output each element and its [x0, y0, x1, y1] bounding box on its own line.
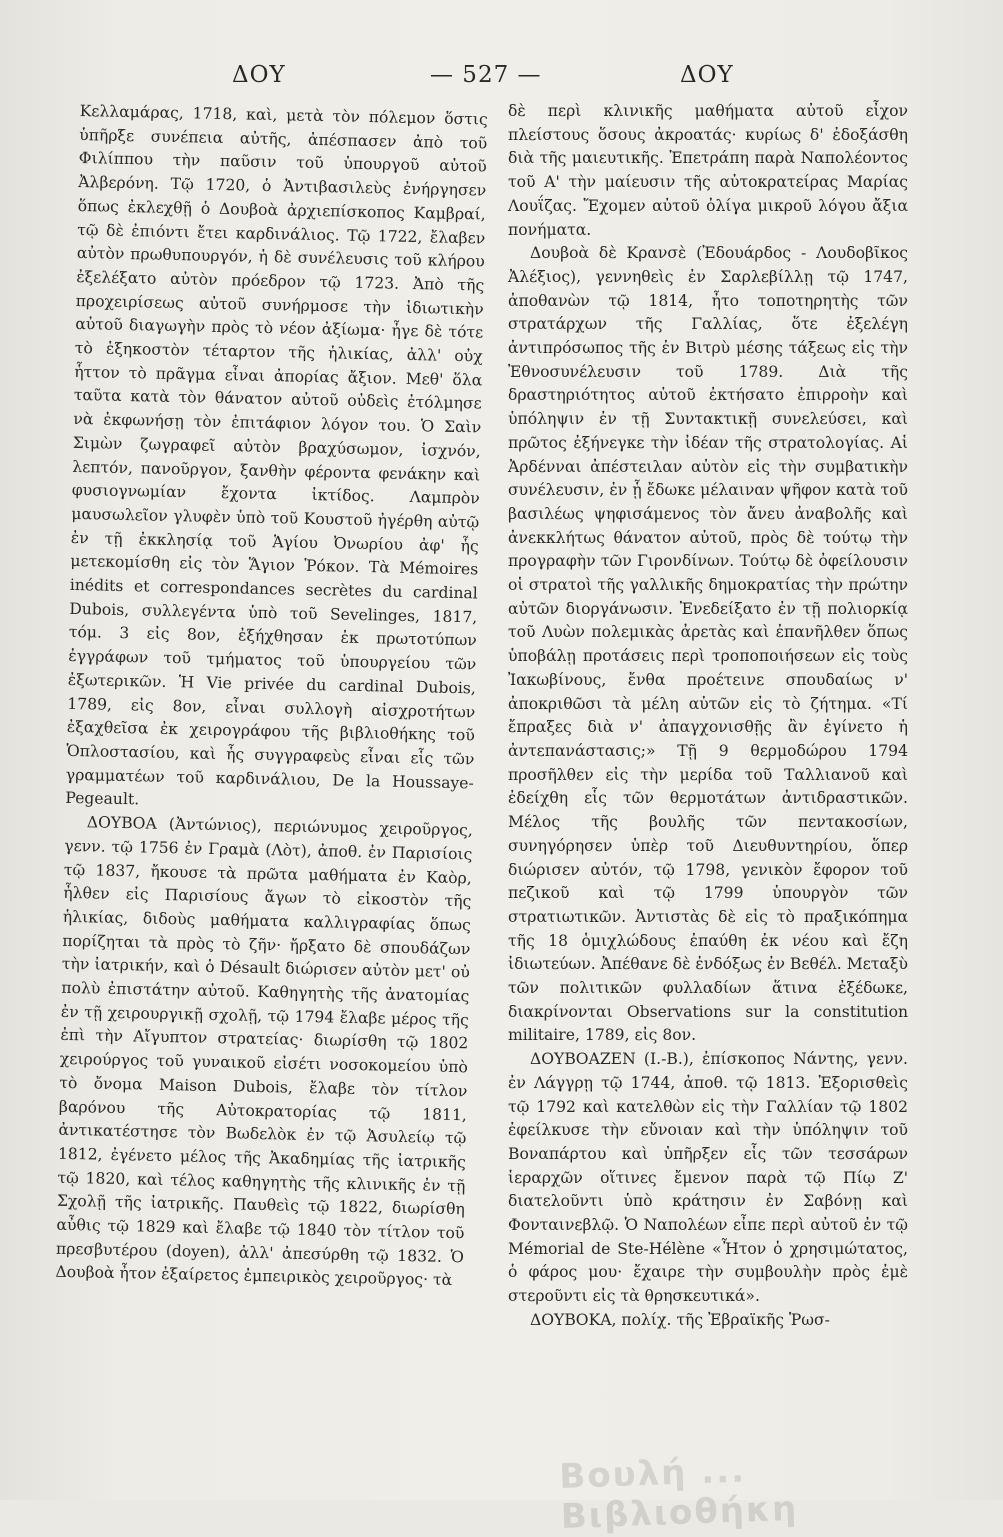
running-head: [0, 62, 1003, 96]
paragraph-dubois-antoine-continued: δὲ περὶ κλινικῆς μαθήματα αὐτοῦ εἶχον πλείστους ὅσους ἀκροατάς· κυρίως δ' ἐδοξάσθη διὰ τῆς μαιευτικῆς. Ἐπετράπη παρὰ Ναπολέοντος τοῦ Α' τὴν μαίευσιν τῆς αὐτοκρατείρας Μαρίας Λουΐζας. Ἔχομεν αὐτοῦ ὀλίγα μικροῦ λόγου ἄξια πονήματα.: [508, 102, 908, 239]
paragraph-dubois-cardinal-continued: Κελλαμάρας, 1718, καὶ, μετὰ τὸν πόλεμον ὅστις ὑπῆρξε συνέπεια αὐτῆς, ἀπέσπασεν ἀπὸ τοῦ Φιλίππου τὴν παῦσιν τοῦ ὑπουργοῦ αὐτοῦ Ἀλβερόνη. Τῷ 1720, ὁ Ἀντιβασιλεὺς ἐνήργησεν ὅπως ἐκλεχθῇ ὁ Δουβοὰ ἀρχιεπίσκοπος Καμβραί, τῷ δὲ ἐπιόντι ἔτει καρδινάλιος. Τῷ 1722, ἔλαβεν αὐτὸν πρωθυπουργόν, ἡ δὲ συνέλευσις τοῦ κλήρου ἐξελέξατο αὐτὸν πρόεδρον τῷ 1723. Ἀπὸ τῆς προχειρίσεως αὐτοῦ συνήρμοσε τὴν ἰδιωτικὴν αὐτοῦ διαγωγὴν πρὸς τὸ νέον ἀξίωμα· ἦγε δὲ τότε τὸ ἑξηκοστὸν τέταρτον τῆς ἡλικίας, ἀλλ' οὐχ ἧττον τὸ πρᾶγμα εἶναι ἀπορίας ἄξιον. Μεθ' ὅλα ταῦτα κατὰ τὸν θάνατον αὐτοῦ οὐδεὶς ἐτόλμησε νὰ ἐκφωνήσῃ τὸν ἐπιτάφιον λόγον του. Ὁ Σαὶν Σιμὼν ζωγραφεῖ αὐτὸν βραχύσωμον, ἰσχνόν, λεπτόν, πανοῦργον, ξανθὴν φέροντα φενάκην καὶ φυσιογνωμίαν ἔχοντα ἰκτίδος. Λαμπρὸν μαυσωλεῖον γλυφὲν ὑπὸ τοῦ Κουστοῦ ἠγέρθη αὐτῷ ἐν τῇ ἐκκλησίᾳ τοῦ Ἁγίου Ὀνωρίου ἀφ' ἧς μετεκομίσθη εἰς τὸν Ἅγιον Ῥόκον. Τὰ Mémoires inédits et correspondances secrètes du cardinal Dubois, συλλεγέντα ὑπὸ τοῦ Sevelinges, 1817, τόμ. 3 εἰς 8ον, ἐξήχθησαν ἐκ πρωτοτύπων ἐγγράφων τοῦ τμήματος τοῦ ὑπουργείου τῶν ἐξωτερικῶν. Ἡ Vie privée du cardinal Dubois, 1789, εἰς 8ον, εἶναι συλλογὴ αἰσχροτήτων ἐξαχθεῖσα ἐκ χειρογράφου τῆς βιβλιοθήκης τοῦ Ὁπλοστασίου, καὶ ἧς συγγραφεὺς εἶναι εἷς τῶν γραμματέων τοῦ καρδινάλιου, De la Houssaye-Pegeault.: [65, 101, 488, 809]
entry-dubois-antoine: ΔΟΥΒΟΑ (Ἀντώνιος), περιώνυμος χειροῦργος, γενν. τῷ 1756 ἐν Γραμὰ (Λὸτ), ἀποθ. ἐν Παρισίοις τῷ 1837, ἤκουσε τὰ πρῶτα μαθήματα ἐν Καὸρ, ἦλθεν εἰς Παρισίους ἄγων τὸ εἰκοστὸν τῆς ἡλικίας, διδοὺς μαθήματα καλλιγραφίας ὅπως πορίζηται τὰ πρὸς τὸ ζῆν· ἤρξατο δὲ σπουδάζων τὴν ἰατρικήν, καὶ ὁ Désault διώρισεν αὐτὸν μετ' οὐ πολὺ ἐπιστάτην αὐτοῦ. Καθηγητὴς τῆς ἀνατομίας ἐν τῇ χειρουργικῇ σχολῇ, τῷ 1794 ἔλαβε μέρος τῆς ἐπὶ τὴν Αἴγυπτον στρατείας· διωρίσθη τῷ 1802 χειρούργος τοῦ γυναικοῦ εἰσέτι νοσοκομείου ὑπὸ τὸ ὄνομα Maison Dubois, ἔλαβε τὸν τίτλον βαρόνου τῆς Αὐτοκρατορίας τῷ 1811, ἀντικατέστησε τὸν Βωδελὸκ ἐν τῷ Ἀσυλείῳ τῷ 1812, ἐγένετο μέλος τῆς Ἀκαδημίας τῆς ἰατρικῆς τῷ 1820, καὶ τέλος καθηγητὴς τῆς κλινικῆς ἐν τῇ Σχολῇ τῆς ἰατρικῆς. Παυθεὶς τῷ 1822, διωρίσθη αὖθις τῷ 1829 καὶ ἔλαβε τῷ 1840 τὸν τίτλον τοῦ πρεσβυτέρου (doyen), ἀλλ' ἀπεσύρθη τῷ 1832. Ὁ Δουβοὰ ἦτον ἐξαίρετος ἐμπειρικὸς χειροῦργος· τὰ: [55, 813, 473, 1290]
entry-dubocka: ΔΟΥΒΟΚΑ, πολίχ. τῆς Ἐβραϊκῆς Ῥωσ-: [530, 1310, 830, 1329]
entry-dubois-crance: Δουβοὰ δὲ Κρανσὲ (Ἐδουάρδος - Λουδοβῖκος Ἀλέξιος), γεννηθεὶς ἐν Σαρλεβίλλῃ τῷ 1747, ἀποθανὼν τῷ 1814, ἦτο τοποτηρητὴς τῶν στρατάρχων τῆς Γαλλίας, ὅτε ἐξελέγη ἀντιπρόσωπος τῆς ἐν Βιτρὺ μέσης τάξεως εἰς τὴν Ἐθνοσυνέλευσιν τοῦ 1789. Διὰ τῆς δραστηριότητος αὐτοῦ ἐκτήσατο ἐπιρροὴν καὶ ὑπόληψιν ἐν τῇ Συντακτικῇ συνελεύσει, καὶ πρῶτος ἐξήνεγκε τὴν ἰδέαν τῆς στρατολογίας. Αἱ Ἀρδένναι ἀπέστειλαν αὐτὸν εἰς τὴν συμβατικὴν συνέλευσιν, ἐν ᾗ ἔδωκε μέλαιναν ψῆφον κατὰ τοῦ βασιλέως ψηφισάμενος τὸν ἄνευ ἀναβολῆς καὶ ἀνεκκλήτως θάνατον αὐτοῦ, πρὸς δὲ τούτῳ τὴν προγραφὴν τῶν Γιρονδίνων. Τούτῳ δὲ ὀφείλουσιν οἱ στρατοὶ τῆς γαλλικῆς δημοκρατίας τὴν πρώτην αὐτῶν διοργάνωσιν. Ἐνεδείξατο ἐν τῇ πολιορκίᾳ τοῦ Λυὼν πολεμικὰς ἀρετὰς καὶ ἐπανῆλθεν ὅπως ὑποβάλῃ προτάσεις περὶ τροποποιήσεων εἰς τοὺς Ἰακωβίνους, ἔνθα προέτεινε σπουδαίως ν' ἀποκριθῶσι τὰ μέλη αὐτῶν εἰς τὸ ζήτημα. «Τί ἔπραξες διὰ ν' ἀπαγχονισθῇς ἂν ἐγίνετο ἡ ἀντεπανάστασις;» Τῇ 9 θερμοδώρου 1794 προσῆλθεν εἰς τὴν μερίδα τοῦ Ταλλιανοῦ καὶ ἐδείχθη εἷς τῶν θερμοτάτων ἀντιδραστικῶν. Μέλος τῆς βουλῆς τῶν πεντακοσίων, συνηγόρησεν ὑπὲρ τοῦ Διευθυντηρίου, ὅπερ διώρισεν αὐτόν, τῷ 1798, γενικὸν ἔφορον τοῦ πεζικοῦ καὶ τῷ 1799 ὑπουργὸν τῶν στρατιωτικῶν. Ἀντιστὰς δὲ εἰς τὸ πραξικόπημα τῆς 18 ὁμιχλώδους ἐπαύθη ἐκ νέου καὶ ἔζη ἰδιωτεύων. Ἀπέθανε δὲ ἐνδόξως ἐν Βεθέλ. Μεταξὺ τῶν πολιτικῶν φυλλαδίων ἅτινα ἐξέδωκε, διακρίνονται Observations sur la constitution militaire, 1789, εἰς 8ον.: [508, 244, 908, 1045]
entry-duvoisin: ΔΟΥΒΟΑΖΕΝ (Ι.-Β.), ἐπίσκοπος Νάντης, γενν. ἐν Λάγγρῃ τῷ 1744, ἀποθ. τῷ 1813. Ἐξορισθεὶς τῷ 1792 καὶ κατελθὼν εἰς τὴν Γαλλίαν τῷ 1802 ἐφείλκυσε τὴν εὔνοιαν καὶ τὴν ὑπόληψιν τοῦ Βοναπάρτου καὶ ὑπῆρξεν εἷς τῶν τεσσάρων ἱεραρχῶν οἵτινες ἔμενον παρὰ τῷ Πίῳ Ζ' διατελοῦντι ὑπὸ κράτησιν ἐν Σαβόνῃ καὶ Φονταινεβλῷ. Ὁ Ναπολέων εἶπε περὶ αὐτοῦ ἐν τῷ Mémorial de Ste-Hélène «Ἦτον ὁ χρησιμώτατος, ὁ φάρος μου· ἔχαιρε τὴν συμβουλὴν πρὸς ἐμὲ στεροῦντι εἰς τὰ θρησκευτικά».: [508, 1050, 908, 1306]
page-number: — 527 —: [430, 62, 542, 88]
header-right-word: ΔΟΥ: [680, 62, 734, 88]
left-column: [55, 100, 488, 1293]
right-column: [508, 100, 908, 1333]
header-left-word: ΔΟΥ: [232, 62, 286, 88]
library-watermark: Βουλή ... Βιβλιοθήκη: [558, 1450, 799, 1537]
